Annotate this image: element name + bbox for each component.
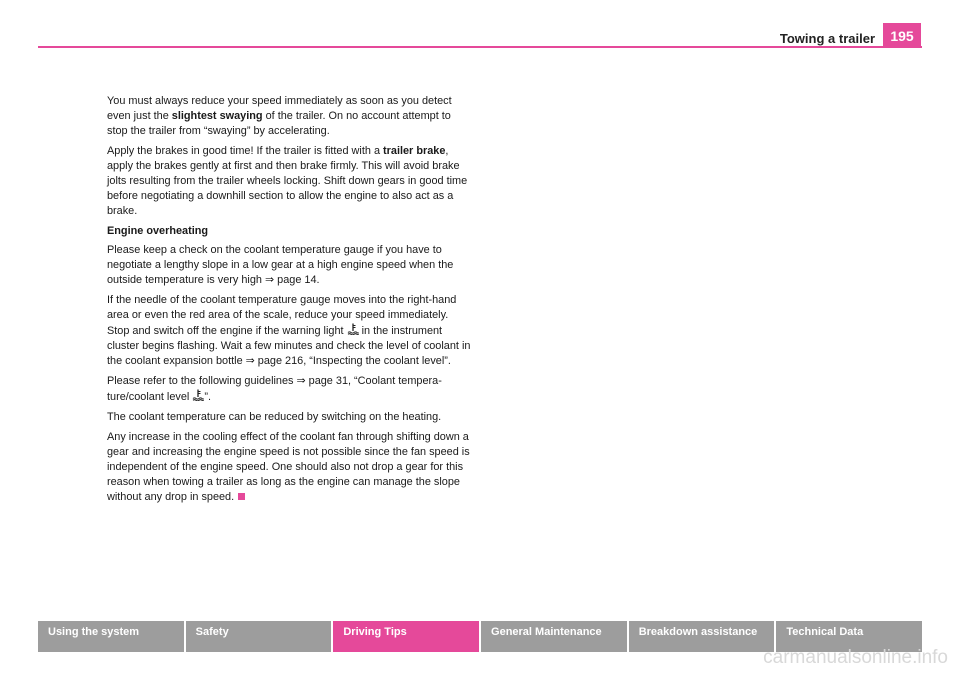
emphasis-text: trailer brake	[383, 145, 446, 157]
tab-technical-data[interactable]: Technical Data	[776, 621, 922, 652]
tab-using-the-system[interactable]: Using the system	[38, 621, 186, 652]
paragraph-fan	[107, 430, 472, 505]
paragraph-warning-light	[107, 293, 472, 369]
paragraph-swaying	[107, 94, 472, 139]
tab-breakdown-assistance[interactable]: Breakdown assistance	[629, 621, 777, 652]
main-content	[107, 94, 472, 510]
paragraph-brakes	[107, 144, 472, 219]
text-segment: of the trailer. On no account attempt to stop the trailer from “swaying” by accelerating.	[107, 110, 451, 137]
header-rule	[38, 46, 922, 48]
end-mark-icon	[238, 493, 245, 500]
text-segment: Apply the brakes in good time! If the trailer is fitted with a	[107, 145, 384, 157]
text-segment: , apply the brakes gently at first and then brake firmly. This will avoid brake jolts resulting from the trailer wheels locking. Shift down gears in good time before negotiating a downhill section to allow the engine to also act as a brake.	[107, 145, 468, 217]
text-segment: in the instrument cluster begins flashing. Wait a few minutes and check the level of coolant in the coolant expansion bottle ⇒ page 216, “Inspecting the coolant level”.	[107, 325, 471, 367]
coolant-temperature-icon	[192, 389, 204, 401]
tab-safety[interactable]: Safety	[186, 621, 334, 652]
page-number: 195	[883, 23, 921, 47]
text-segment: You must always reduce your speed immediately as soon as you detect even just the	[107, 95, 452, 122]
paragraph-heating: The coolant temperature can be reduced by switching on the heating.	[107, 411, 442, 423]
text-segment: Please refer to the following guidelines ⇒ page 31, “Coolant tempera-ture/coolant level	[107, 375, 442, 403]
text-segment: Any increase in the cooling effect of the coolant fan through shifting down a gear and increasing the engine speed is not possible since the fan speed is independent of the engine speed. One should also not drop a gear for this reason when towing a trailer as long as the engine can manage the slope without any drop in speed.	[107, 431, 470, 503]
section-heading: Engine overheating	[107, 225, 209, 237]
watermark: carmanualsonline.info	[763, 647, 948, 668]
emphasis-text: slightest swaying	[171, 110, 263, 122]
tab-driving-tips[interactable]: Driving Tips	[333, 621, 481, 652]
tab-general-maintenance[interactable]: General Maintenance	[481, 621, 629, 652]
paragraph-guidelines	[107, 374, 472, 405]
text-segment: ”.	[204, 391, 212, 403]
paragraph-gauge-check: Please keep a check on the coolant temperature gauge if you have to negotiate a lengthy slope in a low gear at a high engine speed when the outside temperature is very high ⇒ page 14.	[107, 244, 454, 286]
text-segment: If the needle of the coolant temperature gauge moves into the right-hand area or even the red area of the scale, reduce your speed immediately. Stop and switch off the engine if the warning light	[107, 294, 457, 337]
coolant-temperature-icon	[347, 323, 359, 335]
page-title: Towing a trailer	[779, 31, 875, 46]
